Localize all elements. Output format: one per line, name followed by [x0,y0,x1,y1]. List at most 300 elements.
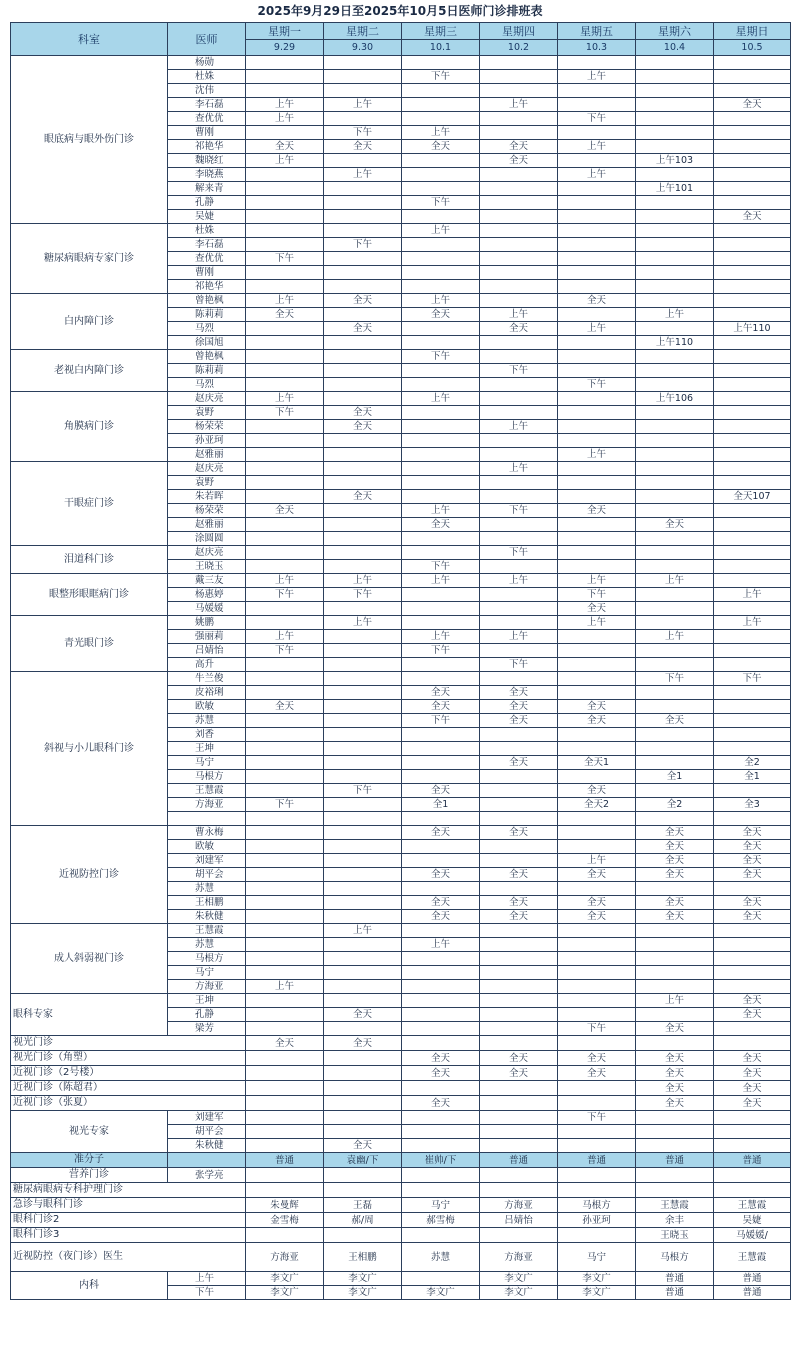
doctor-cell: 杨荣荣 [168,420,246,434]
schedule-cell: 上午 [246,154,324,168]
schedule-cell [324,364,402,378]
schedule-cell: 上午 [324,924,402,938]
schedule-cell [480,84,558,98]
schedule-cell: 下午 [324,126,402,140]
schedule-cell [402,882,480,896]
schedule-cell [246,182,324,196]
schedule-cell: 上午101 [636,182,714,196]
schedule-cell [558,56,636,70]
schedule-cell: 全天 [636,854,714,868]
schedule-cell [714,308,791,322]
schedule-cell [714,532,791,546]
schedule-cell [714,882,791,896]
schedule-cell [324,196,402,210]
table-row [11,994,791,1008]
schedule-cell [246,616,324,630]
schedule-cell [636,1139,714,1153]
schedule-cell [714,980,791,994]
schedule-cell [402,602,480,616]
schedule-cell [636,70,714,84]
schedule-cell: 全天 [324,294,402,308]
schedule-cell [324,714,402,728]
schedule-cell [324,280,402,294]
schedule-cell [480,406,558,420]
schedule-cell [480,1125,558,1139]
dept-header: 科室 [11,23,168,56]
schedule-cell [636,224,714,238]
table-row [11,1183,791,1198]
schedule-cell [636,98,714,112]
department-cell: 近视防控门诊 [11,826,168,924]
schedule-cell: 苏慧 [402,1243,480,1272]
schedule-cell [246,336,324,350]
schedule-cell [324,504,402,518]
doctor-cell: 陈莉莉 [168,308,246,322]
schedule-cell: 全天 [402,140,480,154]
schedule-cell [558,770,636,784]
department-cell: 泪道科门诊 [11,546,168,574]
schedule-cell [558,1168,636,1183]
schedule-cell [324,350,402,364]
schedule-cell [324,980,402,994]
schedule-cell [324,812,402,826]
schedule-cell [246,1183,324,1198]
schedule-cell: 全天 [402,784,480,798]
schedule-cell: 普通 [636,1153,714,1168]
schedule-cell [480,1111,558,1125]
schedule-cell: 全天 [714,896,791,910]
department-cell: 斜视与小儿眼科门诊 [11,672,168,826]
schedule-cell: 全天 [636,910,714,924]
doctor-cell: 王坤 [168,742,246,756]
schedule-cell [636,1008,714,1022]
schedule-cell: 李文广 [402,1286,480,1300]
schedule-cell [558,182,636,196]
schedule-cell: 王晓玉 [636,1228,714,1243]
schedule-cell: 全天 [636,896,714,910]
schedule-cell: 全天 [402,826,480,840]
schedule-cell: 李文广 [324,1272,402,1286]
schedule-cell [246,532,324,546]
doctor-cell: 查优优 [168,112,246,126]
schedule-cell [246,266,324,280]
schedule-cell [246,1008,324,1022]
department-cell: 营养门诊 [11,1168,168,1183]
schedule-cell [402,1036,480,1051]
schedule-cell [480,924,558,938]
schedule-cell [324,728,402,742]
schedule-cell [246,672,324,686]
schedule-cell [636,700,714,714]
schedule-cell [324,1081,402,1096]
department-cell: 角膜病门诊 [11,392,168,462]
schedule-cell [636,1125,714,1139]
schedule-cell: 全天 [402,700,480,714]
schedule-cell: 全天 [714,994,791,1008]
schedule-cell: 下午 [480,546,558,560]
doctor-cell: 马烈 [168,378,246,392]
schedule-cell [480,812,558,826]
schedule-cell [714,1168,791,1183]
schedule-cell: 全天 [714,910,791,924]
schedule-cell [480,448,558,462]
schedule-cell [402,1111,480,1125]
schedule-cell: 全天 [636,1051,714,1066]
doctor-cell: 王相鹏 [168,896,246,910]
schedule-cell: 马宁 [402,1198,480,1213]
schedule-cell [558,126,636,140]
schedule-cell [636,742,714,756]
schedule-cell [324,392,402,406]
schedule-cell: 上午 [246,574,324,588]
date-header: 10.5 [714,40,791,56]
schedule-cell [480,476,558,490]
schedule-cell [246,196,324,210]
schedule-cell [480,210,558,224]
schedule-cell: 上午 [558,574,636,588]
department-cell: 视光门诊 [11,1036,246,1051]
schedule-cell [558,420,636,434]
doctor-cell: 赵庆亮 [168,392,246,406]
page-title: 2025年9月29日至2025年10月5日医师门诊排班表 [257,4,543,18]
schedule-cell [402,728,480,742]
schedule-cell [324,700,402,714]
schedule-cell: 王相鹏 [324,1243,402,1272]
doctor-cell: 李晓燕 [168,168,246,182]
schedule-cell [402,546,480,560]
schedule-cell [324,518,402,532]
doctor-cell [168,1153,246,1168]
doctor-cell: 欧敏 [168,700,246,714]
schedule-cell: 全天 [480,686,558,700]
schedule-cell: 全天 [558,714,636,728]
schedule-cell [246,868,324,882]
schedule-cell [402,490,480,504]
schedule-cell [636,252,714,266]
schedule-cell [714,938,791,952]
schedule-cell [246,784,324,798]
schedule-cell: 普通 [480,1153,558,1168]
schedule-cell [324,182,402,196]
schedule-cell [402,154,480,168]
weekday-header: 星期五 [558,23,636,40]
schedule-cell: 下午 [246,798,324,812]
schedule-cell: 全天 [714,868,791,882]
schedule-cell: 上午 [480,630,558,644]
schedule-cell: 下午 [402,644,480,658]
table-row [11,350,791,364]
schedule-cell: 上午106 [636,392,714,406]
schedule-cell [636,266,714,280]
doctor-cell: 马根方 [168,770,246,784]
schedule-cell [636,168,714,182]
schedule-cell [714,966,791,980]
schedule-cell [324,686,402,700]
schedule-cell [246,966,324,980]
schedule-cell [324,336,402,350]
schedule-cell [558,154,636,168]
schedule-cell [246,1081,324,1096]
schedule-cell [246,1125,324,1139]
schedule-cell: 全天 [714,1008,791,1022]
doctor-cell: 牛兰俊 [168,672,246,686]
doctor-cell: 胡平会 [168,868,246,882]
schedule-cell [480,770,558,784]
schedule-cell: 全天 [636,868,714,882]
schedule-cell: 上午 [402,126,480,140]
schedule-cell [636,420,714,434]
schedule-cell [402,476,480,490]
schedule-cell: 上午 [246,980,324,994]
schedule-cell: 全2 [636,798,714,812]
schedule-cell [636,196,714,210]
schedule-cell [558,924,636,938]
department-cell: 老视白内障门诊 [11,350,168,392]
schedule-cell [558,406,636,420]
schedule-cell [480,196,558,210]
schedule-cell [324,1066,402,1081]
schedule-cell: 下午 [324,238,402,252]
schedule-cell [480,392,558,406]
schedule-cell [402,1168,480,1183]
schedule-cell [402,434,480,448]
schedule-cell [324,1183,402,1198]
schedule-cell [558,476,636,490]
schedule-cell: 下午 [246,252,324,266]
schedule-cell: 崔帅/下 [402,1153,480,1168]
schedule-cell: 全天 [324,1036,402,1051]
schedule-cell [558,658,636,672]
schedule-cell: 上午110 [636,336,714,350]
table-row [11,924,791,938]
table-row [11,1272,791,1286]
schedule-cell: 李文广 [480,1286,558,1300]
schedule-cell [324,770,402,784]
schedule-cell [714,434,791,448]
department-cell: 视光专家 [11,1111,168,1153]
schedule-cell: 全天 [636,1066,714,1081]
schedule-cell [714,294,791,308]
doctor-cell: 孔静 [168,196,246,210]
doctor-cell: 袁野 [168,476,246,490]
schedule-cell: 马媛媛/ [714,1228,791,1243]
department-cell: 糖尿病眼病专科护理门诊 [11,1183,246,1198]
doctor-cell: 吴婕 [168,210,246,224]
schedule-cell [402,1125,480,1139]
schedule-cell: 全天 [480,154,558,168]
schedule-cell [402,378,480,392]
schedule-cell [480,602,558,616]
schedule-cell [714,784,791,798]
department-cell: 内科 [11,1272,168,1300]
doctor-cell: 王慧霞 [168,784,246,798]
schedule-cell [636,1111,714,1125]
schedule-cell [714,84,791,98]
doctor-cell: 李石磊 [168,238,246,252]
schedule-cell [714,742,791,756]
doctor-cell: 王慧霞 [168,924,246,938]
schedule-cell: 全天 [480,826,558,840]
weekday-header: 星期三 [402,23,480,40]
table-row [11,1096,791,1111]
schedule-cell [324,756,402,770]
schedule-cell: 全天 [324,490,402,504]
doctor-cell: 刘建军 [168,854,246,868]
doctor-cell: 马宁 [168,756,246,770]
schedule-cell: 全天 [324,406,402,420]
table-row [11,1051,791,1066]
schedule-cell [558,882,636,896]
doctor-cell: 姚鹏 [168,616,246,630]
schedule-cell [246,756,324,770]
schedule-cell [558,644,636,658]
schedule-cell [402,252,480,266]
schedule-cell [558,546,636,560]
schedule-cell: 全天 [558,868,636,882]
schedule-cell [324,532,402,546]
schedule-cell [246,952,324,966]
table-row [11,224,791,238]
schedule-cell: 全天 [636,1096,714,1111]
schedule-cell [402,658,480,672]
schedule-cell [402,98,480,112]
schedule-cell: 上午 [480,462,558,476]
doctor-cell: 曹刚 [168,266,246,280]
schedule-cell [714,70,791,84]
schedule-cell: 上午 [636,308,714,322]
schedule-cell: 下午 [480,364,558,378]
schedule-cell [714,1022,791,1036]
table-row [11,462,791,476]
schedule-cell [324,252,402,266]
schedule-cell [636,406,714,420]
schedule-cell [246,84,324,98]
doctor-cell: 曹永梅 [168,826,246,840]
schedule-cell [558,980,636,994]
table-row [11,1036,791,1051]
schedule-cell: 全天 [714,854,791,868]
schedule-cell: 全天1 [558,756,636,770]
doctor-cell: 赵庆亮 [168,546,246,560]
schedule-cell [246,210,324,224]
schedule-cell: 李文广 [324,1286,402,1300]
schedule-cell: 全天 [246,700,324,714]
schedule-cell [636,602,714,616]
table-row [11,546,791,560]
schedule-cell [480,350,558,364]
schedule-cell [246,378,324,392]
schedule-cell [714,336,791,350]
schedule-cell [558,308,636,322]
schedule-cell: 下午 [324,588,402,602]
schedule-cell: 全天 [324,140,402,154]
schedule-cell: 全天 [324,1139,402,1153]
schedule-cell: 下午 [246,406,324,420]
schedule-cell [714,392,791,406]
doctor-cell: 杨荣荣 [168,504,246,518]
schedule-cell [324,840,402,854]
doctor-cell: 下午 [168,1286,246,1300]
schedule-cell [480,994,558,1008]
schedule-cell: 王慧霞 [714,1243,791,1272]
schedule-cell [558,1008,636,1022]
schedule-cell [636,210,714,224]
schedule-cell: 普通 [714,1153,791,1168]
schedule-cell [558,560,636,574]
schedule-cell [558,462,636,476]
schedule-cell: 全天 [714,1051,791,1066]
schedule-cell [714,1036,791,1051]
schedule-cell: 全天 [714,1096,791,1111]
date-header: 10.3 [558,40,636,56]
schedule-cell [480,840,558,854]
schedule-cell: 上午 [246,98,324,112]
schedule-cell [324,1168,402,1183]
schedule-cell [480,1139,558,1153]
schedule-cell: 全天 [558,1051,636,1066]
schedule-cell [558,224,636,238]
table-row [11,1198,791,1213]
schedule-cell [402,1228,480,1243]
schedule-cell [324,742,402,756]
doctor-cell: 刘建军 [168,1111,246,1125]
schedule-cell [480,238,558,252]
schedule-cell: 全天 [480,322,558,336]
schedule-cell [246,168,324,182]
schedule-cell [714,504,791,518]
department-cell: 准分子 [11,1153,168,1168]
schedule-cell: 全天 [402,910,480,924]
doctor-cell: 苏慧 [168,882,246,896]
date-header: 10.4 [636,40,714,56]
schedule-cell: 马根方 [558,1198,636,1213]
schedule-cell [480,980,558,994]
schedule-cell [324,546,402,560]
doctor-cell: 曾艳枫 [168,350,246,364]
table-row [11,1066,791,1081]
schedule-cell [714,476,791,490]
schedule-cell: 全天 [324,322,402,336]
schedule-cell: 上午 [558,140,636,154]
doctor-cell: 朱秋健 [168,1139,246,1153]
schedule-cell [558,434,636,448]
schedule-cell: 袁幽/下 [324,1153,402,1168]
schedule-cell [714,448,791,462]
schedule-cell [636,812,714,826]
table-row [11,1168,791,1183]
schedule-cell [402,448,480,462]
doctor-cell: 马媛媛 [168,602,246,616]
weekday-header: 星期日 [714,23,791,40]
schedule-cell [246,434,324,448]
doctor-cell: 曹刚 [168,126,246,140]
schedule-cell [324,378,402,392]
schedule-cell [636,784,714,798]
schedule-cell: 吕婧怡 [480,1213,558,1228]
schedule-cell [246,280,324,294]
schedule-cell: 上午 [402,574,480,588]
doctor-cell: 赵庆亮 [168,462,246,476]
doctor-cell: 王晓玉 [168,560,246,574]
schedule-cell: 马根方 [636,1243,714,1272]
weekday-header: 星期四 [480,23,558,40]
schedule-cell [480,266,558,280]
schedule-cell [246,462,324,476]
schedule-cell [324,560,402,574]
schedule-cell [636,616,714,630]
schedule-cell [480,224,558,238]
doctor-cell: 解来青 [168,182,246,196]
